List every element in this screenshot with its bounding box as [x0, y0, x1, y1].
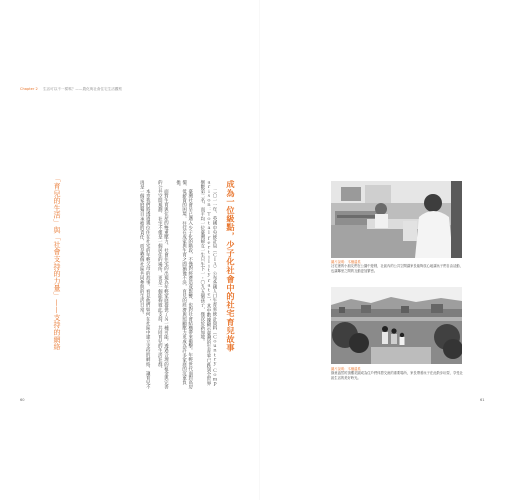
body-text — [132, 180, 217, 390]
body-paragraph: 臺灣社會早已邁入少子化的階段，不僅對經濟造成影響，也對社會結構帶來衝擊。年輕世代面對高房價、低薪資的困境，往往在成家與生育之間猶豫不決，育兒的經濟與照顧壓力更成為許多家庭的沉重負擔。 — [175, 180, 193, 389]
chapter-label: Chapter 2 — [20, 87, 38, 91]
body-paragraph: 本章我們將透過幾位住在社宅的年輕父母的故事，看見他們如何在社區中建立支持的網絡，讓育兒不再是一個家庭獨自承擔的責任，而是整個社區共同參與的生活日常。 — [139, 180, 151, 389]
caption-text: 綠意盎然的頂樓花園成為住戶們休憩交流的重要場所，家長帶著孩子在此散步玩耍，享受社區生活的美好時光。 — [331, 371, 463, 380]
caption-text: 社宅裡的小朋友們在公園中遊戲，社區內的公共空間讓家長能夠放心地讓孩子們自由活動，也讓鄰里之間的互動更加緊密。 — [331, 264, 463, 273]
chapter-title: 成為一位級點，少子化社會中的社宅育兒故事 — [226, 180, 236, 352]
photo-caption — [331, 367, 463, 380]
photo-counter-scene — [331, 181, 462, 258]
body-paragraph: 面對生育與住屋的雙重壓力，社會住宅的出現為年輕家庭提供了另一種可能。透過合理的租金與完善的公共空間規劃，社宅不僅是一個居住的場所，更是一個能夠彼此支持、共同育兒的生活社群。 — [157, 180, 169, 389]
page-number-right: 61 — [480, 398, 485, 402]
running-header — [20, 87, 122, 91]
caption-title: 圖片說明：木柵溫柔 — [331, 260, 361, 264]
photo-caption — [331, 260, 463, 273]
caption-title: 圖片說明：木柵溫柔 — [331, 367, 361, 371]
section-title: 生活可以不一樣嗎？——農化與社會住宅生活觀察 — [42, 87, 123, 91]
photo-rooftop-garden — [331, 287, 462, 364]
page-number-left: 60 — [20, 398, 25, 402]
pull-quote-title: 「育兒的生活」與「社會支持的力量」——支持的網絡 — [53, 175, 61, 351]
page-gutter — [259, 0, 260, 500]
body-paragraph: 二〇一一年，英國中央統計局（ＣＩＡ）公布各國人口生育率統計資料（Ｃｏｕｎｔｒｙ Ｃｏｍｐａｒｉｓｏｎ：Ｔｏｔａｌ ｆｅｒｔｉｌｉｔｙ ｒａｔｅ），其中數據顯示臺灣的生育率已跌到全世界倒數第二名，而平均一位臺灣婦女一生只生下一・〇九五個孩子，僅次於新加坡。 — [199, 180, 217, 386]
